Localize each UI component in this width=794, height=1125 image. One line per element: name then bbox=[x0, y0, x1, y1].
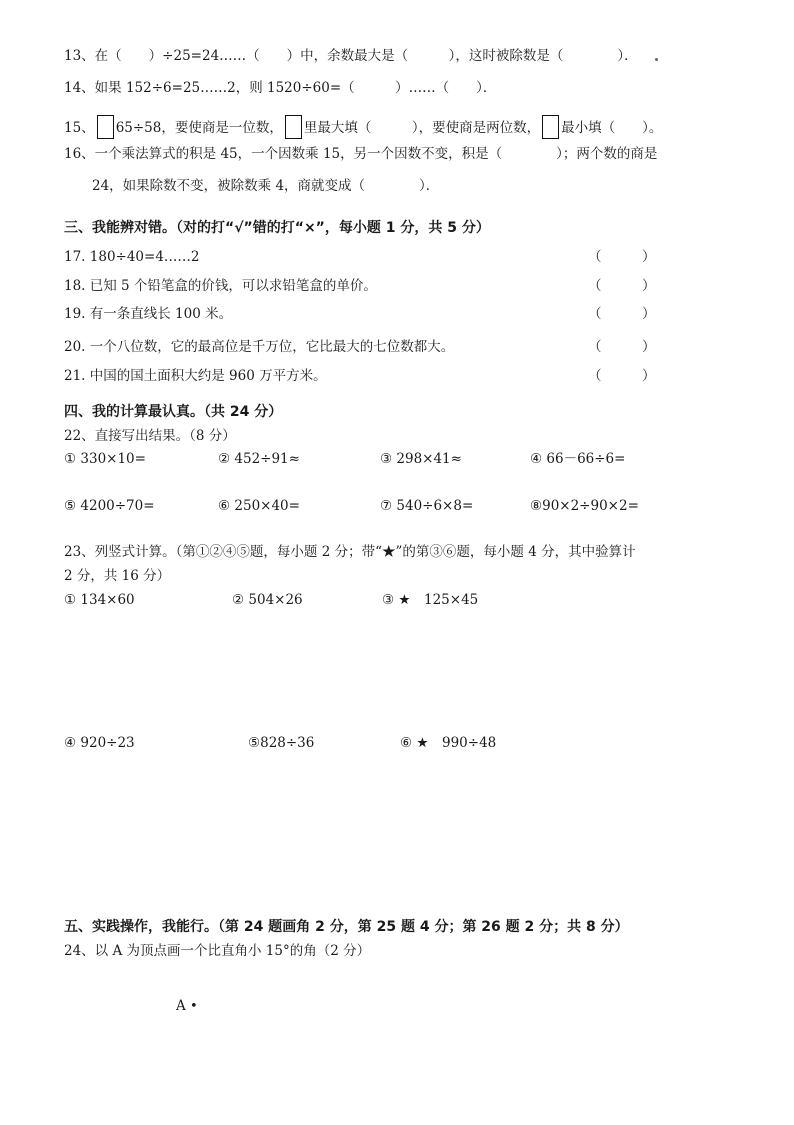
calc-item-5: ⑤ 4200÷70= bbox=[64, 498, 155, 514]
section-3-heading: 三、我能辨对错。（对的打“√”错的打“×”，每小题 1 分，共 5 分） bbox=[64, 220, 490, 236]
judge-item-21: 21. 中国的国土面积大约是 960 万平方米。 bbox=[64, 368, 327, 384]
question-13: 13、在（ ）÷25=24……（ ）中，余数最大是（ ），这时被除数是（ ）． bbox=[64, 48, 638, 64]
question-23-line-2: 2 分，共 16 分） bbox=[64, 568, 171, 584]
judge-answer-21: （ ） bbox=[588, 368, 656, 384]
question-14: 14、如果 152÷6=25……2，则 1520÷60=（ ）……（ ）． bbox=[64, 80, 497, 96]
vertical-calc-4: ④ 920÷23 bbox=[64, 735, 135, 751]
vertical-calc-2: ② 504×26 bbox=[232, 592, 303, 608]
judge-item-18: 18. 已知 5 个铅笔盒的价钱，可以求铅笔盒的单价。 bbox=[64, 278, 377, 294]
vertex-point-a bbox=[176, 1000, 198, 1014]
section-4-heading: 四、我的计算最认真。（共 24 分） bbox=[64, 404, 283, 420]
question-15-text-2: 里最大填（ ），要使商是两位数， bbox=[303, 120, 541, 136]
question-16-line-2: 24，如果除数不变，被除数乘 4，商就变成（ ）． bbox=[92, 178, 440, 194]
calc-item-1: ① 330×10= bbox=[64, 451, 146, 467]
calc-item-2: ② 452÷91≈ bbox=[218, 451, 300, 467]
judge-item-19: 19. 有一条直线长 100 米。 bbox=[64, 306, 233, 322]
calc-item-4: ④ 66－66÷6= bbox=[530, 451, 626, 467]
scan-speck bbox=[655, 58, 658, 61]
judge-item-17: 17. 180÷40=4……2 bbox=[64, 249, 200, 265]
question-15 bbox=[64, 115, 662, 139]
section-5-heading: 五、实践操作，我能行。（第 24 题画角 2 分，第 25 题 4 分；第 26 题 2 分；共 8 分） bbox=[64, 919, 629, 935]
vertical-calc-1: ① 134×60 bbox=[64, 592, 135, 608]
vertex-dot: • bbox=[190, 999, 198, 1014]
judge-answer-20: （ ） bbox=[588, 339, 656, 355]
judge-answer-17: （ ） bbox=[588, 249, 656, 265]
question-22-title: 22、直接写出结果。（8 分） bbox=[64, 428, 236, 444]
vertical-calc-3: ③ ★ 125×45 bbox=[382, 592, 479, 608]
calc-item-7: ⑦ 540÷6×8= bbox=[380, 498, 474, 514]
judge-item-20: 20. 一个八位数，它的最高位是千万位，它比最大的七位数都大。 bbox=[64, 339, 455, 355]
judge-answer-18: （ ） bbox=[588, 278, 656, 294]
judge-answer-19: （ ） bbox=[588, 306, 656, 322]
vertex-label: A bbox=[176, 998, 186, 1014]
calc-item-3: ③ 298×41≈ bbox=[380, 451, 462, 467]
question-15-text-3: 最小填（ ）。 bbox=[561, 120, 663, 136]
blank-box-3 bbox=[542, 115, 559, 139]
question-23-line-1: 23、列竖式计算。（第①②④⑤题，每小题 2 分；带“★”的第③⑥题，每小题 4 分，其中验算计 bbox=[64, 544, 636, 560]
blank-box-2 bbox=[285, 115, 302, 139]
calc-item-6: ⑥ 250×40= bbox=[218, 498, 300, 514]
question-15-text-1: 65÷58，要使商是一位数， bbox=[115, 120, 283, 136]
question-24: 24、以 A 为顶点画一个比直角小 15°的角（2 分） bbox=[64, 943, 371, 959]
vertical-calc-5: ⑤828÷36 bbox=[248, 735, 315, 751]
vertical-calc-6: ⑥ ★ 990÷48 bbox=[400, 735, 497, 751]
blank-box-1 bbox=[97, 115, 114, 139]
question-15-number: 15、 bbox=[64, 120, 95, 136]
question-16-line-1: 16、一个乘法算式的积是 45，一个因数乘 15，另一个因数不变，积是（ ）；两个数的商是 bbox=[64, 146, 658, 162]
calc-item-8: ⑧90×2÷90×2= bbox=[530, 498, 639, 514]
